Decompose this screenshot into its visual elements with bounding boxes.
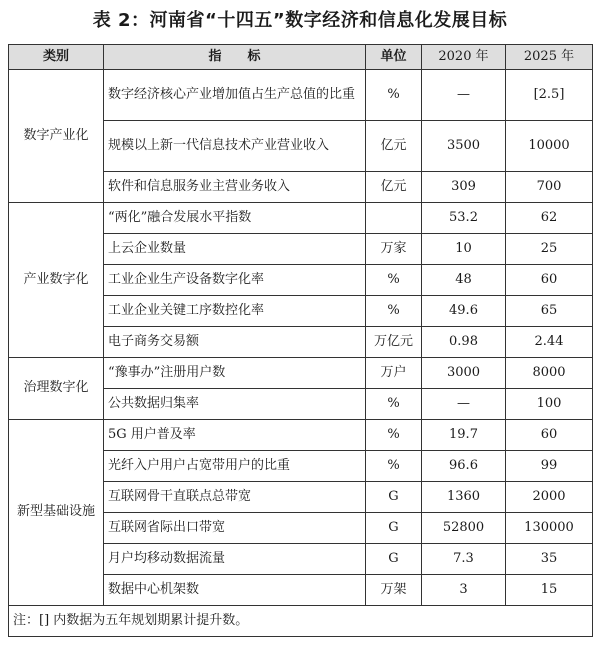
- value-2025-cell: 15: [506, 575, 593, 606]
- value-2025-cell: 100: [506, 389, 593, 420]
- indicator-cell: 数字经济核心产业增加值占生产总值的比重: [104, 70, 366, 121]
- value-2020-cell: 0.98: [422, 327, 506, 358]
- indicator-cell: 工业企业生产设备数字化率: [104, 265, 366, 296]
- unit-cell: %: [366, 420, 422, 451]
- table-title: 表 2：河南省“十四五”数字经济和信息化发展目标: [92, 10, 508, 31]
- unit-cell: %: [366, 70, 422, 121]
- indicator-cell: 月户均移动数据流量: [104, 544, 366, 575]
- unit-cell: %: [366, 451, 422, 482]
- category-cell: 产业数字化: [9, 203, 104, 358]
- table-header-row: [9, 45, 593, 70]
- table-note: 注：[] 内数据为五年规划期累计提升数。: [9, 606, 593, 637]
- unit-cell: 万亿元: [366, 327, 422, 358]
- value-2020-cell: 309: [422, 172, 506, 203]
- value-2020-cell: 3000: [422, 358, 506, 389]
- value-2020-cell: 3: [422, 575, 506, 606]
- value-2020-cell: —: [422, 70, 506, 121]
- header-indicator: 指 标: [104, 45, 366, 70]
- indicator-cell: 软件和信息服务业主营业务收入: [104, 172, 366, 203]
- targets-table: [8, 44, 593, 637]
- table-row: [9, 203, 593, 234]
- indicator-cell: 上云企业数量: [104, 234, 366, 265]
- value-2020-cell: 53.2: [422, 203, 506, 234]
- indicator-cell: 数据中心机架数: [104, 575, 366, 606]
- category-cell: 数字产业化: [9, 70, 104, 203]
- indicator-cell: 规模以上新一代信息技术产业营业收入: [104, 121, 366, 172]
- unit-cell: 万户: [366, 358, 422, 389]
- header-unit: 单位: [366, 45, 422, 70]
- value-2025-cell: 65: [506, 296, 593, 327]
- value-2020-cell: 19.7: [422, 420, 506, 451]
- unit-cell: 万家: [366, 234, 422, 265]
- unit-cell: %: [366, 389, 422, 420]
- value-2025-cell: [2.5]: [506, 70, 593, 121]
- unit-cell: [366, 203, 422, 234]
- table-row: [9, 358, 593, 389]
- table-row: [9, 70, 593, 121]
- value-2025-cell: 99: [506, 451, 593, 482]
- indicator-cell: 5G 用户普及率: [104, 420, 366, 451]
- category-cell: 新型基础设施: [9, 420, 104, 606]
- value-2025-cell: 25: [506, 234, 593, 265]
- value-2020-cell: 1360: [422, 482, 506, 513]
- indicator-cell: 互联网省际出口带宽: [104, 513, 366, 544]
- value-2025-cell: 35: [506, 544, 593, 575]
- note-row: [9, 606, 593, 637]
- value-2025-cell: 2000: [506, 482, 593, 513]
- value-2025-cell: 130000: [506, 513, 593, 544]
- indicator-cell: 工业企业关键工序数控化率: [104, 296, 366, 327]
- indicator-cell: 公共数据归集率: [104, 389, 366, 420]
- value-2020-cell: 52800: [422, 513, 506, 544]
- value-2020-cell: 10: [422, 234, 506, 265]
- value-2025-cell: 10000: [506, 121, 593, 172]
- indicator-cell: 电子商务交易额: [104, 327, 366, 358]
- header-2020: 2020 年: [422, 45, 506, 70]
- unit-cell: G: [366, 544, 422, 575]
- category-cell: 治理数字化: [9, 358, 104, 420]
- indicator-cell: “豫事办”注册用户数: [104, 358, 366, 389]
- value-2025-cell: 62: [506, 203, 593, 234]
- value-2020-cell: 48: [422, 265, 506, 296]
- indicator-cell: 互联网骨干直联点总带宽: [104, 482, 366, 513]
- value-2025-cell: 2.44: [506, 327, 593, 358]
- unit-cell: 亿元: [366, 121, 422, 172]
- value-2020-cell: 3500: [422, 121, 506, 172]
- header-2025: 2025 年: [506, 45, 593, 70]
- indicator-cell: 光纤入户用户占宽带用户的比重: [104, 451, 366, 482]
- unit-cell: 万架: [366, 575, 422, 606]
- value-2020-cell: 7.3: [422, 544, 506, 575]
- value-2020-cell: —: [422, 389, 506, 420]
- value-2020-cell: 96.6: [422, 451, 506, 482]
- header-category: 类别: [9, 45, 104, 70]
- unit-cell: %: [366, 265, 422, 296]
- unit-cell: %: [366, 296, 422, 327]
- value-2025-cell: 60: [506, 265, 593, 296]
- value-2025-cell: 60: [506, 420, 593, 451]
- unit-cell: G: [366, 482, 422, 513]
- unit-cell: 亿元: [366, 172, 422, 203]
- value-2025-cell: 700: [506, 172, 593, 203]
- unit-cell: G: [366, 513, 422, 544]
- table-row: [9, 420, 593, 451]
- value-2020-cell: 49.6: [422, 296, 506, 327]
- value-2025-cell: 8000: [506, 358, 593, 389]
- indicator-cell: “两化”融合发展水平指数: [104, 203, 366, 234]
